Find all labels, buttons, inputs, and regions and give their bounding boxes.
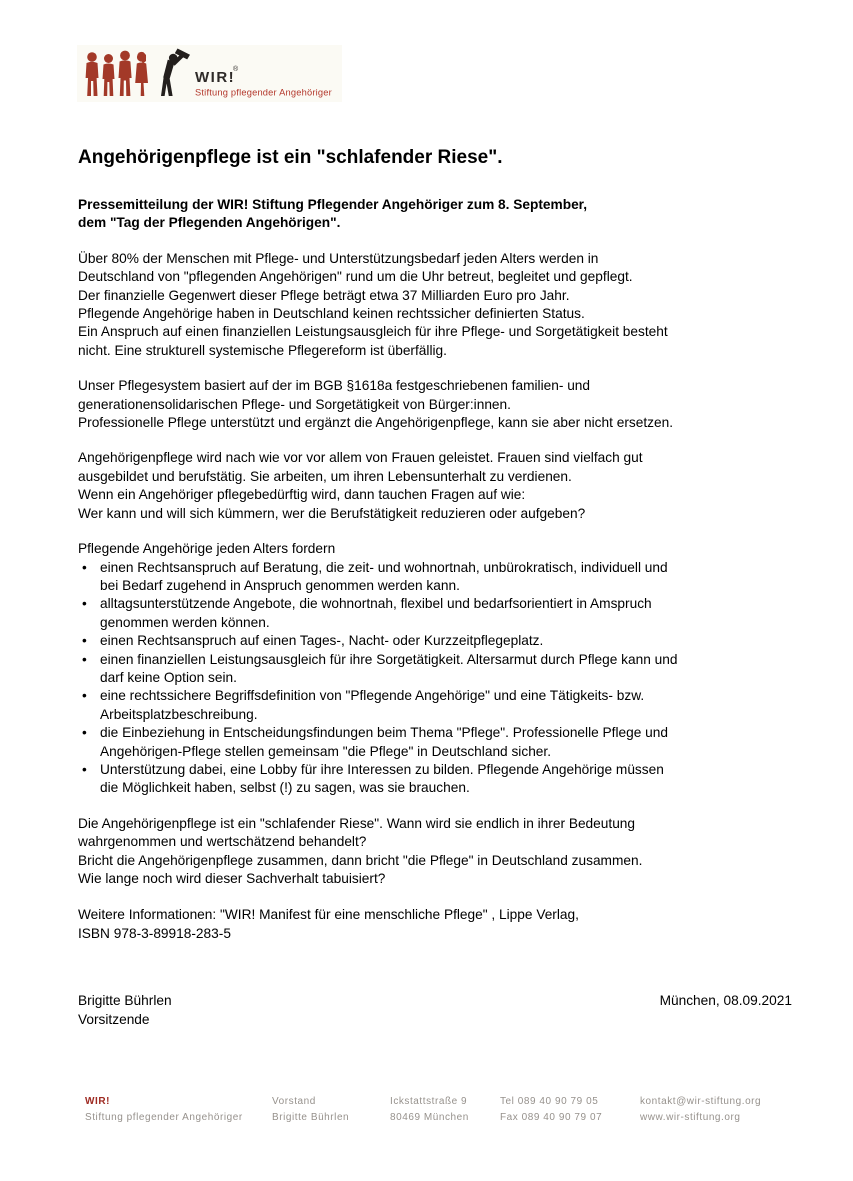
footer-brand-tagline: Stiftung pflegender Angehöriger [85,1112,243,1123]
footer-column-address [390,1094,500,1126]
demands-list [78,559,792,798]
paragraph-care-system: Unser Pflegesystem basiert auf der im BGB §1618a festgeschriebenen familien- und generationensolidarischen Pflege- und Sorgetätigkeit von Bürger:innen. Professionelle Pflege unterstützt und ergänzt die Angehörigenpflege, kann sie aber nicht ersetzen. [78,378,674,431]
letterhead-footer [85,1094,798,1126]
more-info-reference: Weitere Informationen: "WIR! Manifest für eine menschliche Pflege" , Lippe Verlag, ISBN 978-3-89918-283-5 [78,907,579,941]
footer-column-web [640,1094,761,1126]
wir-stiftung-logo [77,45,342,102]
demands-intro: Pflegende Angehörige jeden Alters fordern [78,541,336,557]
logo-tagline-text: Stiftung pflegender Angehöriger [195,87,332,98]
signature-place-date: München, 08.09.2021 [659,993,792,1009]
subheadline: Pressemitteilung der WIR! Stiftung Pflegender Angehöriger zum 8. September, dem "Tag der Pflegenden Angehörigen". [78,197,588,231]
footer-column-phone [500,1094,640,1126]
footer-board-name: Brigitte Bührlen [272,1112,350,1123]
paragraph-women-care: Angehörigenpflege wird nach wie vor vor allem von Frauen geleistet. Frauen sind vielfach gut ausgebildet und berufstätig. Sie arbeiten, um ihren Lebensunterhalt zu verdienen. Wenn ein Angehöriger pflegebedürftig wird, dann tauchen Fragen auf wie: Wer kann und will sich kümmern, wer die Berufstätigkeit reduzieren oder aufgeben? [78,450,643,521]
list-item: • einen Rechtsanspruch auf Beratung, die zeit- und wohnortnah, unbürokratisch, individuell und bei Bedarf zugehend in Anspruch genommen werden kann. [78,559,792,596]
list-item: • alltagsunterstützende Angebote, die wohnortnah, flexibel und bedarfsorientiert in Amspruch genommen werden können. [78,595,792,632]
footer-city: 80469 München [390,1112,469,1123]
paragraph-closing: Die Angehörigenpflege ist ein "schlafender Riese". Wann wird sie endlich in ihrer Bedeutung wahrgenommen und wertschätzend behandelt? Bricht die Angehörigenpflege zusammen, dann bricht "die Pflege" in Deutschland zusammen. Wie lange noch wird dieser Sachverhalt tabuisiert? [78,815,643,886]
logo-brand-text: WIR! [195,69,236,86]
demands-section [78,540,792,798]
signature-block [78,992,792,1029]
list-item: • Unterstützung dabei, eine Lobby für ihre Interessen zu bilden. Pflegende Angehörige müssen die Möglichkeit haben, selbst (!) zu sagen, was sie brauchen. [78,761,792,798]
footer-tel: Tel 089 40 90 79 05 [500,1096,599,1107]
list-item: • eine rechtssichere Begriffsdefinition von "Pflegende Angehörige" und eine Tätigkeits- bzw. Arbeitsplatzbeschreibung. [78,687,792,724]
list-item: • einen Rechtsanspruch auf einen Tages-, Nacht- oder Kurzzeitpflegeplatz. [78,632,792,650]
footer-column-board [272,1094,390,1126]
footer-board-title: Vorstand [272,1096,316,1107]
logo-graphic-icon [77,45,342,102]
logo-registered-mark: ® [233,66,239,73]
footer-street: Ickstattstraße 9 [390,1096,468,1107]
document-body [78,146,792,1029]
footer-email: kontakt@wir-stiftung.org [640,1096,762,1107]
list-item: • die Einbeziehung in Entscheidungsfindungen beim Thema "Pflege". Professionelle Pflege und Angehörigen-Pflege stellen gemeinsam "die Pflege" in Deutschland sicher. [78,724,792,761]
headline: Angehörigenpflege ist ein "schlafender Riese". [78,147,503,168]
signature-name-role: Brigitte Bührlen Vorsitzende [78,993,172,1027]
footer-column-brand [85,1094,272,1126]
footer-fax: Fax 089 40 90 79 07 [500,1112,603,1123]
footer-website: www.wir-stiftung.org [640,1112,741,1123]
list-item: • einen finanziellen Leistungsausgleich für ihre Sorgetätigkeit. Altersarmut durch Pflege kann und darf keine Option sein. [78,651,792,688]
paragraph-intro-facts: Über 80% der Menschen mit Pflege- und Unterstützungsbedarf jeden Alters werden in Deutschland von "pflegenden Angehörigen" rund um die Uhr betreut, begleitet und gepflegt. Der finanzielle Gegenwert dieser Pflege beträgt etwa 37 Milliarden Euro pro Jahr. Pflegende Angehörige haben in Deutschland keinen rechtssicher definierten Status. Ein Anspruch auf einen finanziellen Leistungsausgleich für ihre Pflege- und Sorgetätigkeit besteht nicht. Eine strukturell systemische Pflegereform ist überfällig. [78,250,668,358]
footer-brand: WIR! [85,1096,110,1107]
